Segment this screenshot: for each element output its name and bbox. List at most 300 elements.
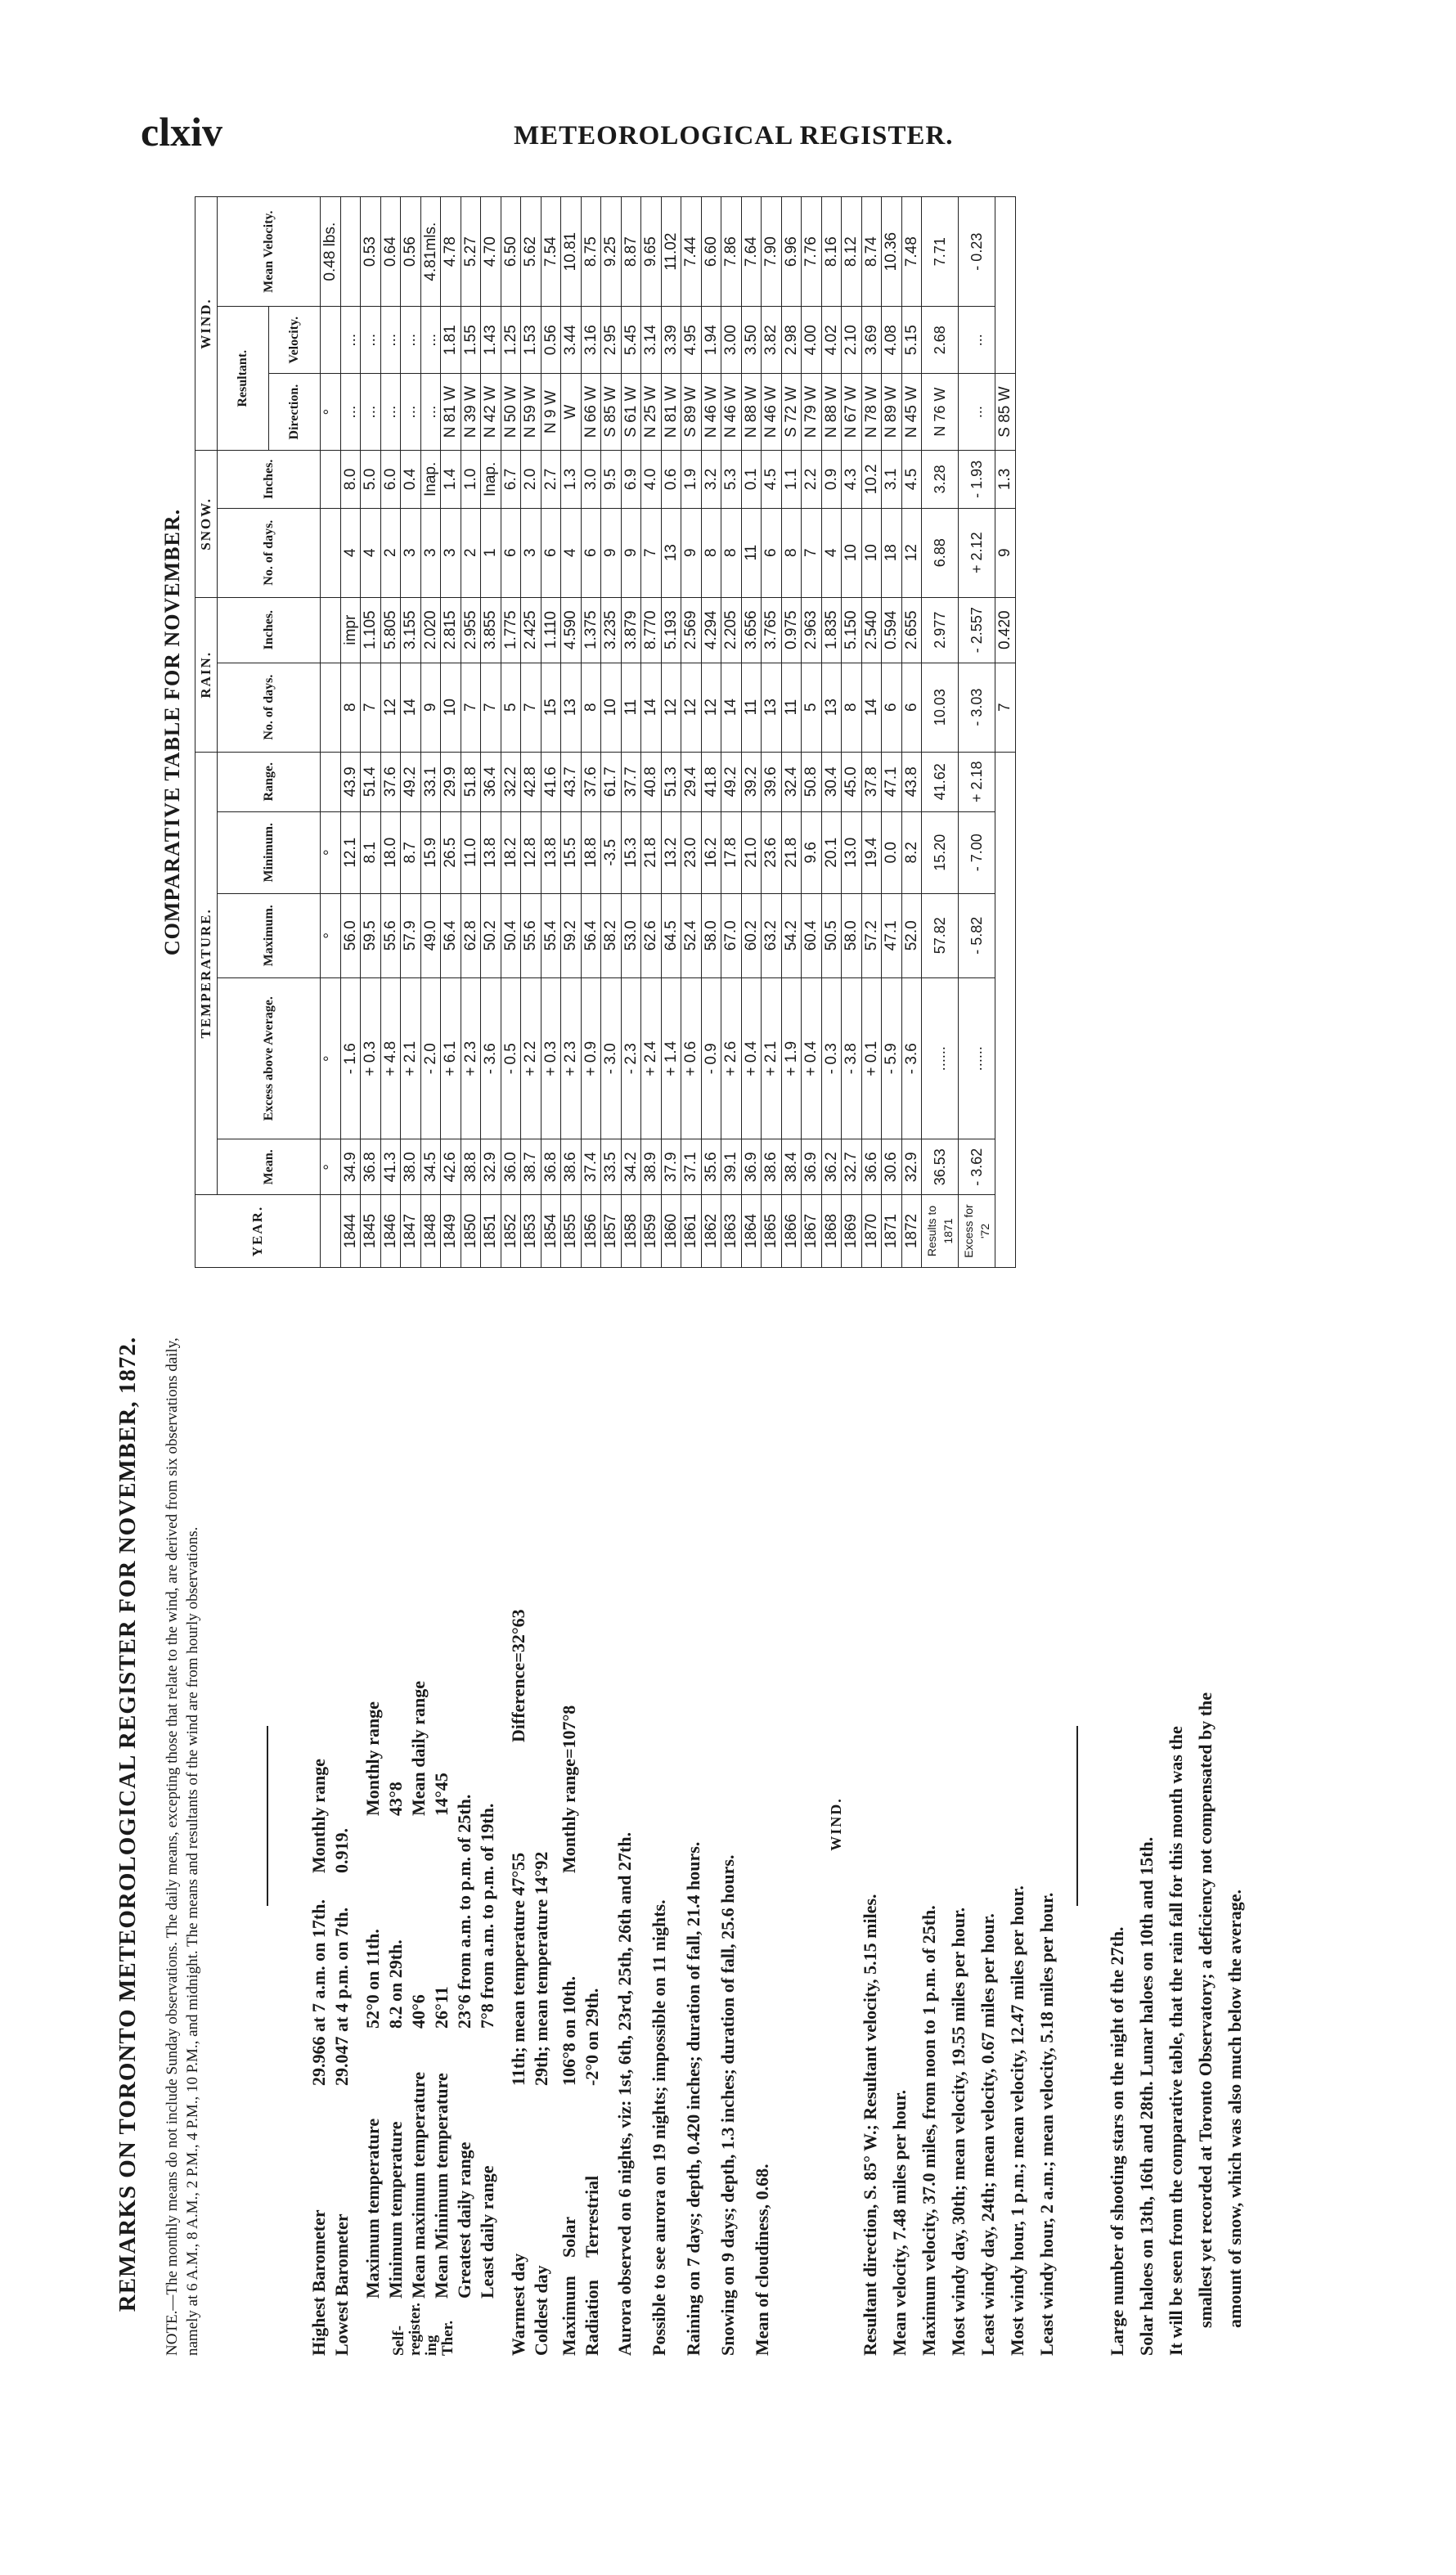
table-cell: - 3.6 (901, 977, 922, 1139)
table-cell: 7.86 (721, 197, 742, 307)
summary-cell: 15.20 (922, 811, 959, 893)
table-cell: 56.4 (441, 893, 461, 977)
table-cell: - 0.9 (701, 977, 721, 1139)
summary-cell: ...... (922, 977, 959, 1139)
table-cell: 36.0 (501, 1139, 521, 1195)
table-cell: 42.6 (441, 1139, 461, 1195)
table-cell: 4.0 (641, 451, 662, 508)
aurora-observed: Aurora observed on 6 nights, viz: 1st, 6th, 23rd, 25th, 26th and 27th. (614, 1831, 635, 2356)
table-cell: 6 (882, 663, 902, 752)
table-cell: 4.81mls. (420, 197, 441, 307)
table-cell: 15.5 (561, 811, 582, 893)
table-cell: 4.5 (762, 451, 782, 508)
table-cell: 52.0 (901, 893, 922, 977)
table-cell: 5 (802, 663, 822, 752)
table-cell: S 61 W (621, 374, 641, 451)
table-cell: 51.8 (461, 752, 481, 811)
table-cell: 14 (721, 663, 742, 752)
table-cell: 18.8 (581, 811, 601, 893)
table-cell: 1865 (762, 1195, 782, 1268)
table-row (420, 197, 441, 1268)
table-cell: 2.020 (420, 597, 441, 663)
table-cell: 8.0 (340, 451, 361, 508)
table-row (521, 197, 542, 1268)
table-cell: 5.62 (521, 197, 542, 307)
table-cell: 7 (641, 508, 662, 597)
table-row (441, 197, 461, 1268)
lowest-barometer: Lowest Barometer29.047 at 4 p.m. on 7th.0.919. (331, 1828, 352, 2356)
table-cell: 1845 (361, 1195, 381, 1268)
table-cell: 37.1 (681, 1139, 702, 1195)
wind-line: Most windy day, 30th; mean velocity, 19.55 miles per hour. (948, 1907, 968, 2356)
table-cell: 6 (901, 663, 922, 752)
table-cell: 1849 (441, 1195, 461, 1268)
unit-cell: 0.48 lbs. (321, 197, 341, 307)
table-cell: N 67 W (842, 374, 862, 451)
table-cell: 9 (601, 508, 622, 597)
summary-cell: - 1.93 (959, 451, 995, 508)
table-cell: 4.08 (882, 307, 902, 374)
table-cell: 29.4 (681, 752, 702, 811)
table-row (581, 197, 601, 1268)
table-cell: 0.64 (380, 197, 401, 307)
table-cell: 8 (721, 508, 742, 597)
table-cell: 1844 (340, 1195, 361, 1268)
summary-cell: 7.71 (922, 197, 959, 307)
table-cell: N 9 W (541, 374, 561, 451)
summary-cell: 2.977 (922, 597, 959, 663)
remarks-note: NOTE.—The monthly means do not include Sunday observations. The daily means, excepting those that relate to the wind, are derived from six observations daily, namely at 6 A.M., 8 A.M., 2 P.M., 4 P.M., 10 P.M., and midnight. The means and resultants of the wind are from hourly observations. (164, 1337, 201, 2356)
table-cell: S 85 W (601, 374, 622, 451)
table-cell: 3 (441, 508, 461, 597)
table-cell: 39.2 (741, 752, 762, 811)
table-cell: 36.8 (541, 1139, 561, 1195)
table-cell: 56.0 (340, 893, 361, 977)
table-cell: + 2.3 (461, 977, 481, 1139)
summary-cell: N 76 W (922, 374, 959, 451)
table-row (401, 197, 421, 1268)
table-cell: 56.4 (581, 893, 601, 977)
table-cell: 37.6 (380, 752, 401, 811)
table-cell: 3.39 (661, 307, 681, 374)
comparative-table-section (98, 196, 1292, 1268)
extra-1872-row (995, 197, 1016, 1268)
table-cell: 62.6 (641, 893, 662, 977)
table-cell: 2.815 (441, 597, 461, 663)
unit-cell (321, 508, 341, 597)
col-velocity: Velocity. (269, 307, 321, 374)
table-cell: 11 (741, 663, 762, 752)
wind-line: Most windy hour, 1 p.m.; mean velocity, 12.47 miles per hour. (1007, 1885, 1027, 2356)
col-snow-inches: Inches. (218, 451, 321, 508)
table-cell: 0.56 (541, 307, 561, 374)
raining-days: Raining on 7 days; depth, 0.420 inches; duration of fall, 21.4 hours. (683, 1841, 703, 2356)
table-cell: 50.2 (481, 893, 501, 977)
table-cell: 19.4 (861, 811, 882, 893)
table-cell: 5.193 (661, 597, 681, 663)
table-row (501, 197, 521, 1268)
col-rain-inches: Inches. (218, 597, 321, 663)
table-cell: 3.0 (581, 451, 601, 508)
table-cell: 10 (842, 508, 862, 597)
unit-cell (321, 451, 341, 508)
table-cell: 0.53 (361, 197, 381, 307)
table-cell: 9 (621, 508, 641, 597)
table-row (701, 197, 721, 1268)
wind-line: Mean velocity, 7.48 miles per hour. (889, 2089, 910, 2356)
table-cell: 33.5 (601, 1139, 622, 1195)
table-cell: 4.294 (701, 597, 721, 663)
table-cell: N 39 W (461, 374, 481, 451)
col-mean-velocity: Mean Velocity. (218, 197, 321, 307)
table-cell: 2.95 (601, 307, 622, 374)
table-cell: 6 (501, 508, 521, 597)
table-cell: 10.36 (882, 197, 902, 307)
table-cell: 9 (681, 508, 702, 597)
table-cell: N 78 W (861, 374, 882, 451)
table-cell: 2.425 (521, 597, 542, 663)
table-cell: 7.64 (741, 197, 762, 307)
table-cell: 1.9 (681, 451, 702, 508)
table-cell: 11 (741, 508, 762, 597)
col-range: Range. (218, 752, 321, 811)
table-cell: 6.60 (701, 197, 721, 307)
mean-cloudiness: Mean of cloudiness, 0.68. (752, 2164, 772, 2356)
summary-cell: - 3.62 (959, 1139, 995, 1195)
table-cell: 1.25 (501, 307, 521, 374)
table-cell: + 0.4 (741, 977, 762, 1139)
table-cell: 67.0 (721, 893, 742, 977)
table-row (641, 197, 662, 1268)
table-cell: 1.55 (461, 307, 481, 374)
table-cell: 1.1 (781, 451, 802, 508)
table-cell: 1860 (661, 1195, 681, 1268)
table-cell: 7 (802, 508, 822, 597)
summary-cell: - 3.03 (959, 663, 995, 752)
table-cell: 4.590 (561, 597, 582, 663)
table-cell: 38.6 (762, 1139, 782, 1195)
table-cell: ... (380, 374, 401, 451)
table-row (601, 197, 622, 1268)
table-cell: 59.2 (561, 893, 582, 977)
comparative-table (195, 196, 1016, 1268)
table-cell: 8.74 (861, 197, 882, 307)
table-cell: 3.50 (741, 307, 762, 374)
table-row (461, 197, 481, 1268)
table-cell: 2.540 (861, 597, 882, 663)
unit-cell: ° (321, 977, 341, 1139)
table-cell: ... (340, 307, 361, 374)
separator-rule (267, 1726, 268, 1906)
table-cell: 61.7 (601, 752, 622, 811)
table-cell: 5 (501, 663, 521, 752)
table-cell: 50.5 (821, 893, 842, 977)
table-cell: 49.2 (401, 752, 421, 811)
extra-cell: S 85 W (995, 374, 1016, 451)
table-cell: 1847 (401, 1195, 421, 1268)
summary-cell: + 2.18 (959, 752, 995, 811)
unit-cell (321, 663, 341, 752)
table-cell: 8 (340, 663, 361, 752)
table-cell: 9.6 (802, 811, 822, 893)
table-row (821, 197, 842, 1268)
table-cell: 37.9 (661, 1139, 681, 1195)
table-row (762, 197, 782, 1268)
table-cell: 13 (661, 508, 681, 597)
table-title: COMPARATIVE TABLE FOR NOVEMBER. (160, 508, 184, 956)
final-line: amount of snow, which was also much below the average. (1225, 1890, 1245, 2328)
table-cell: 3.1 (882, 451, 902, 508)
table-cell: 1864 (741, 1195, 762, 1268)
table-cell: 7 (461, 663, 481, 752)
table-cell: 9.25 (601, 197, 622, 307)
table-cell: N 50 W (501, 374, 521, 451)
table-cell: 1863 (721, 1195, 742, 1268)
table-cell: 3.44 (561, 307, 582, 374)
snowing-days: Snowing on 9 days; depth, 1.3 inches; duration of fall, 25.6 hours. (717, 1854, 738, 2356)
table-cell: 21.0 (741, 811, 762, 893)
final-line: smallest yet recorded at Toronto Observatory; a deficiency not compensated by the (1195, 1692, 1216, 2328)
table-cell: 32.4 (781, 752, 802, 811)
table-cell: 7.76 (802, 197, 822, 307)
table-cell: 3.235 (601, 597, 622, 663)
table-cell: + 0.1 (861, 977, 882, 1139)
table-cell: 0.594 (882, 597, 902, 663)
table-cell: 47.1 (882, 752, 902, 811)
table-cell: 3.155 (401, 597, 421, 663)
wind-line: Maximum velocity, 37.0 miles, from noon to 1 p.m. of 25th. (919, 1905, 939, 2356)
table-cell: + 0.3 (361, 977, 381, 1139)
summary-cell: ...... (959, 977, 995, 1139)
table-cell: 32.9 (901, 1139, 922, 1195)
table-cell: 39.1 (721, 1139, 742, 1195)
table-cell: 9 (420, 663, 441, 752)
wind-line: Resultant direction, S. 85° W.; Resultant velocity, 5.15 miles. (860, 1894, 880, 2356)
table-row (842, 197, 862, 1268)
table-cell: 26.5 (441, 811, 461, 893)
table-cell: 2.569 (681, 597, 702, 663)
table-cell: 14 (641, 663, 662, 752)
table-cell: 1861 (681, 1195, 702, 1268)
table-cell: - 2.0 (420, 977, 441, 1139)
table-cell: 6.9 (621, 451, 641, 508)
summary-row (959, 197, 995, 1268)
table-cell: 9.65 (641, 197, 662, 307)
table-cell: 1870 (861, 1195, 882, 1268)
table-cell: 1.105 (361, 597, 381, 663)
table-cell: 7.48 (901, 197, 922, 307)
table-cell: 1872 (901, 1195, 922, 1268)
table-cell: 6 (581, 508, 601, 597)
table-cell: 57.9 (401, 893, 421, 977)
table-cell: 8.16 (821, 197, 842, 307)
table-cell: 4.70 (481, 197, 501, 307)
summary-cell: - 7.00 (959, 811, 995, 893)
table-cell: 6.96 (781, 197, 802, 307)
table-cell: ... (420, 374, 441, 451)
wind-heading: WIND. (828, 1797, 844, 1851)
table-cell: 7 (361, 663, 381, 752)
minimum-temperature: Minimum temperature8.2 on 29th.43°8 (385, 1782, 406, 2299)
table-cell: 2.205 (721, 597, 742, 663)
table-row (802, 197, 822, 1268)
table-cell: 3.855 (481, 597, 501, 663)
table-cell: 36.6 (861, 1139, 882, 1195)
coldest-day: Coldest day29th; mean temperature 14°92 (531, 1851, 551, 2356)
table-cell: 1869 (842, 1195, 862, 1268)
table-cell: 1858 (621, 1195, 641, 1268)
table-row (340, 197, 361, 1268)
units-row (321, 197, 341, 1268)
final-line: Solar haloes on 13th, 16th and 28th. Lunar haloes on 10th and 15th. (1136, 1836, 1157, 2356)
table-cell: 2 (380, 508, 401, 597)
table-cell: 4 (821, 508, 842, 597)
table-cell: N 81 W (441, 374, 461, 451)
table-cell: 0.56 (401, 197, 421, 307)
table-cell: 36.2 (821, 1139, 842, 1195)
table-cell: 41.8 (701, 752, 721, 811)
table-cell: 49.0 (420, 893, 441, 977)
table-cell: 43.9 (340, 752, 361, 811)
table-cell: 1.775 (501, 597, 521, 663)
table-cell: 0.0 (882, 811, 902, 893)
table-cell: + 6.1 (441, 977, 461, 1139)
table-cell: 21.8 (641, 811, 662, 893)
table-cell: 3.16 (581, 307, 601, 374)
table-cell: 60.4 (802, 893, 822, 977)
mean-minimum-temperature: Mean Minimum temperature26°1114°45 (431, 1773, 452, 2299)
table-cell: N 81 W (661, 374, 681, 451)
table-cell: 49.2 (721, 752, 742, 811)
table-cell: 10.2 (861, 451, 882, 508)
table-row (561, 197, 582, 1268)
table-cell: 5.3 (721, 451, 742, 508)
table-cell: 6 (762, 508, 782, 597)
table-cell: - 3.6 (481, 977, 501, 1139)
table-cell: 63.2 (762, 893, 782, 977)
highest-barometer: Highest Barometer29.966 at 7 a.m. on 17th.Monthly range (308, 1759, 329, 2356)
table-cell: 1848 (420, 1195, 441, 1268)
extra-cell: 7 (995, 663, 1016, 752)
col-resultant: Resultant. (218, 307, 269, 451)
table-cell: 11.0 (461, 811, 481, 893)
table-cell: 8.1 (361, 811, 381, 893)
table-cell: 12 (701, 663, 721, 752)
table-cell: 1.3 (561, 451, 582, 508)
table-cell: 15.3 (621, 811, 641, 893)
table-cell: ... (340, 374, 361, 451)
table-cell: 37.7 (621, 752, 641, 811)
table-cell: + 2.3 (561, 977, 582, 1139)
running-head: METEOROLOGICAL REGISTER. (514, 121, 954, 151)
table-cell: 8.12 (842, 197, 862, 307)
table-cell: S 89 W (681, 374, 702, 451)
table-cell: 7.54 (541, 197, 561, 307)
table-cell: N 66 W (581, 374, 601, 451)
table-cell: 5.0 (361, 451, 381, 508)
table-cell: 15 (541, 663, 561, 752)
table-cell: 3 (401, 508, 421, 597)
table-cell: 51.4 (361, 752, 381, 811)
table-cell: 14 (861, 663, 882, 752)
table-cell: ... (361, 307, 381, 374)
table-cell: 9.5 (601, 451, 622, 508)
table-cell: 1867 (802, 1195, 822, 1268)
table-cell: 37.6 (581, 752, 601, 811)
table-cell: 1855 (561, 1195, 582, 1268)
summary-row (922, 197, 959, 1268)
table-cell: + 2.4 (641, 977, 662, 1139)
table-cell: 12.8 (521, 811, 542, 893)
table-cell: 1.835 (821, 597, 842, 663)
table-cell: 5.805 (380, 597, 401, 663)
summary-cell: ... (959, 374, 995, 451)
table-cell: + 1.9 (781, 977, 802, 1139)
table-cell: 41.3 (380, 1139, 401, 1195)
table-cell: 55.6 (521, 893, 542, 977)
table-cell: 4.3 (842, 451, 862, 508)
table-row (781, 197, 802, 1268)
table-cell: 1866 (781, 1195, 802, 1268)
table-cell: N 25 W (641, 374, 662, 451)
col-excess: Excess above Average. (218, 977, 321, 1139)
table-cell: 1.0 (461, 451, 481, 508)
terrestrial-radiation: RadiationTerrestrial-2°0 on 29th. (582, 1988, 602, 2356)
table-cell: 4 (561, 508, 582, 597)
table-cell: 8.770 (641, 597, 662, 663)
table-cell: 55.6 (380, 893, 401, 977)
extra-cell: 9 (995, 508, 1016, 597)
table-cell: 1856 (581, 1195, 601, 1268)
table-cell: 13.8 (541, 811, 561, 893)
summary-cell: - 5.82 (959, 893, 995, 977)
table-cell: 1854 (541, 1195, 561, 1268)
table-cell: W (561, 374, 582, 451)
table-cell: 36.8 (361, 1139, 381, 1195)
wind-line: Least windy hour, 2 a.m.; mean velocity, 5.18 miles per hour. (1036, 1892, 1057, 2356)
table-cell: ... (361, 374, 381, 451)
table-cell: - 1.6 (340, 977, 361, 1139)
table-cell: 1.81 (441, 307, 461, 374)
table-cell: 0.4 (401, 451, 421, 508)
table-cell: 1859 (641, 1195, 662, 1268)
table-cell: 2.0 (521, 451, 542, 508)
table-cell: 12 (681, 663, 702, 752)
summary-cell: + 2.12 (959, 508, 995, 597)
table-cell: N 79 W (802, 374, 822, 451)
table-cell: N 46 W (721, 374, 742, 451)
table-cell: 34.9 (340, 1139, 361, 1195)
table-cell: + 2.1 (401, 977, 421, 1139)
table-cell: ... (380, 307, 401, 374)
table-cell: 47.1 (882, 893, 902, 977)
table-row (741, 197, 762, 1268)
table-cell: 8.2 (901, 811, 922, 893)
table-cell: 0.6 (661, 451, 681, 508)
summary-label: Excess for '72 (959, 1195, 995, 1268)
table-cell: 1850 (461, 1195, 481, 1268)
table-cell: 6.0 (380, 451, 401, 508)
table-cell: 38.9 (641, 1139, 662, 1195)
solar-radiation: MaximumSolar106°8 on 10th.Monthly range=107°8 (559, 1705, 579, 2356)
table-cell: 3.879 (621, 597, 641, 663)
table-cell: 38.4 (781, 1139, 802, 1195)
table-cell: 41.6 (541, 752, 561, 811)
table-cell: + 2.2 (521, 977, 542, 1139)
table-cell: 12 (901, 508, 922, 597)
table-cell: 5.27 (461, 197, 481, 307)
rotated-content (98, 196, 1292, 2364)
